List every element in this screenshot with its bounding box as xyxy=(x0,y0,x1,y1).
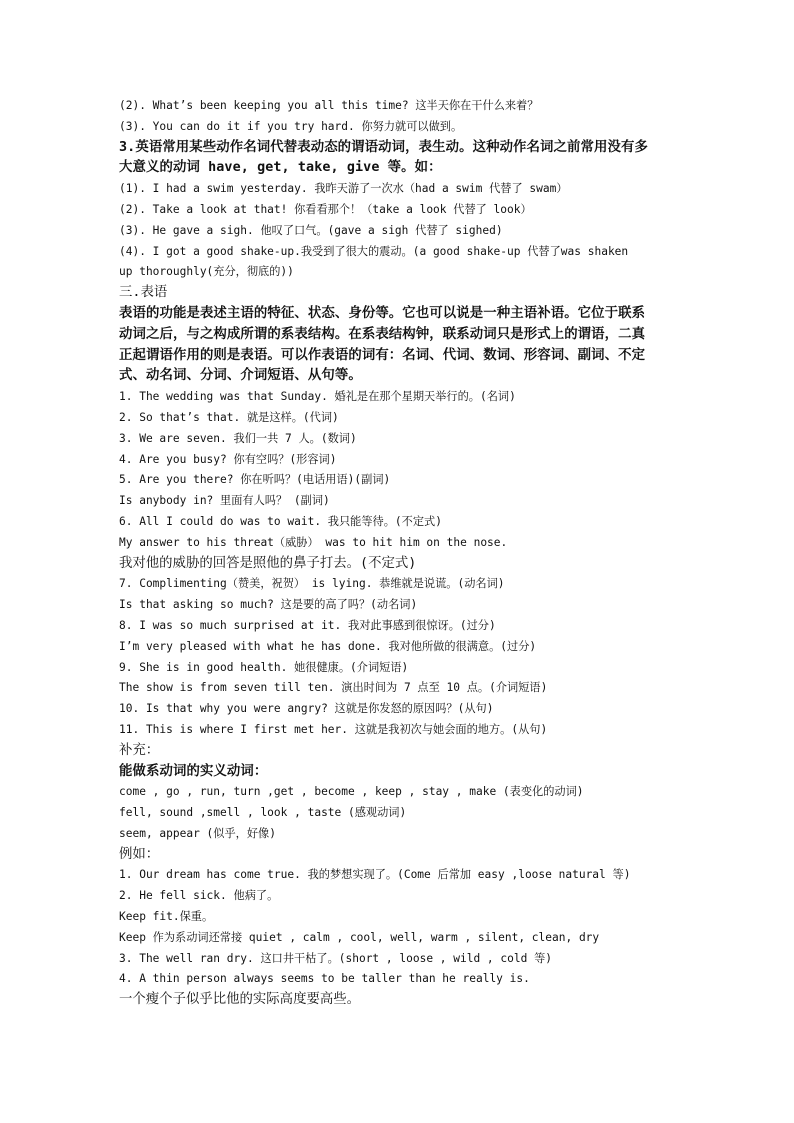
bold-text-line: 3.英语常用某些动作名词代替表动态的谓语动词，表生动。这种动作名词之前常用没有多 xyxy=(119,139,648,155)
text-line: (3). He gave a sigh. 他叹了口气。(gave a sigh 代替了 sighed) xyxy=(119,223,503,237)
bold-text-line: 正起谓语作用的则是表语。可以作表语的词有：名词、代词、数词、形容词、副词、不定 xyxy=(119,347,646,363)
text-line: 一个瘦个子似乎比他的实际高度要高些。 xyxy=(119,992,361,1008)
text-line: The show is from seven till ten. 演出时间为 7 点至 10 点。(介词短语) xyxy=(119,681,548,695)
text-line: seem, appear (似乎，好像) xyxy=(119,826,276,840)
text-line: 11. This is where I first met her. 这就是我初次与她会面的地方。(从句) xyxy=(119,722,548,736)
text-line: (2). What’s been keeping you all this time? 这半天你在干什么来着？ xyxy=(119,99,539,112)
text-line: 例如： xyxy=(119,846,160,862)
text-line: 三.表语 xyxy=(119,285,168,301)
text-line: 3. We are seven. 我们一共 7 人。(数词) xyxy=(119,431,357,445)
text-line: 补充： xyxy=(119,742,160,758)
bold-text-line: 式、动名词、分词、介词短语、从句等。 xyxy=(119,368,362,384)
text-line: (1). I had a swim yesterday. 我昨天游了一次水（had a swim 代替了 swam） xyxy=(119,182,568,196)
text-line: I’m very pleased with what he has done. 我对他所做的很满意。(过分) xyxy=(119,639,537,653)
text-line: 2. So that’s that. 就是这样。(代词) xyxy=(119,410,339,424)
text-line: (3). You can do it if you try hard. 你努力就可以做到。 xyxy=(119,119,463,133)
text-line: 2. He fell sick. 他病了。 xyxy=(119,889,279,903)
bold-text-line: 表语的功能是表述主语的特征、状态、身份等。它也可以说是一种主语补语。它位于联系 xyxy=(119,305,646,321)
bold-text-line: 动词之后，与之构成所谓的系表结构。在系表结构钟，联系动词只是形式上的谓语，二真 xyxy=(119,326,646,342)
text-line: 4. Are you busy? 你有空吗？(形容词) xyxy=(119,452,337,466)
bold-text-line: 能做系动词的实义动词： xyxy=(119,763,268,779)
text-line: (4). I got a good shake-up.我受到了很大的震动。(a good shake-up 代替了was shaken xyxy=(119,244,629,258)
text-line: 6. All I could do was to wait. 我只能等待。(不定式) xyxy=(119,514,442,528)
text-line: up thoroughly(充分，彻底的)) xyxy=(119,265,294,279)
text-line: 7. Complimenting（赞美，祝贺） is lying. 恭维就是说谎。(动名词) xyxy=(119,577,505,591)
text-line: 1. The wedding was that Sunday. 婚礼是在那个星期天举行的。(名词) xyxy=(119,390,516,404)
text-line: 8. I was so much surprised at it. 我对此事感到很惊讶。(过分) xyxy=(119,618,496,632)
text-line: Keep 作为系动词还常接 quiet , calm , cool, well, warm , silent, clean, dry xyxy=(119,930,600,944)
text-line: (2). Take a look at that! 你看看那个！（take a look 代替了 look） xyxy=(119,202,532,216)
text-line: Is anybody in? 里面有人吗？ (副词) xyxy=(119,494,330,508)
text-line: 4. A thin person always seems to be taller than he really is. xyxy=(119,972,530,986)
text-line: 1. Our dream has come true. 我的梦想实现了。(Come 后常加 easy ,loose natural 等) xyxy=(119,868,631,882)
text-line: 10. Is that why you were angry? 这就是你发怒的原因吗？(从句) xyxy=(119,702,494,716)
text-line: Is that asking so much? 这是要的高了吗？(动名词) xyxy=(119,598,418,612)
text-line: 9. She is in good health. 她很健康。(介词短语) xyxy=(119,660,409,674)
text-line: fell, sound ,smell , look , taste (感观动词) xyxy=(119,806,407,820)
text-line: 3. The well ran dry. 这口井干枯了。(short , loose , wild , cold 等) xyxy=(119,951,553,965)
text-line: My answer to his threat（威胁） was to hit him on the nose. xyxy=(119,535,508,549)
document-body xyxy=(119,96,689,1011)
text-line: 我对他的威胁的回答是照他的鼻子打去。(不定式) xyxy=(119,555,417,571)
text-line: Keep fit.保重。 xyxy=(119,910,214,924)
text-line: come , go , run, turn ,get , become , keep , stay , make (表变化的动词) xyxy=(119,785,584,799)
bold-text-line: 大意义的动词 have, get, take, give 等。如： xyxy=(119,160,442,176)
text-line: 5. Are you there? 你在听吗？(电话用语)(副词) xyxy=(119,473,391,487)
